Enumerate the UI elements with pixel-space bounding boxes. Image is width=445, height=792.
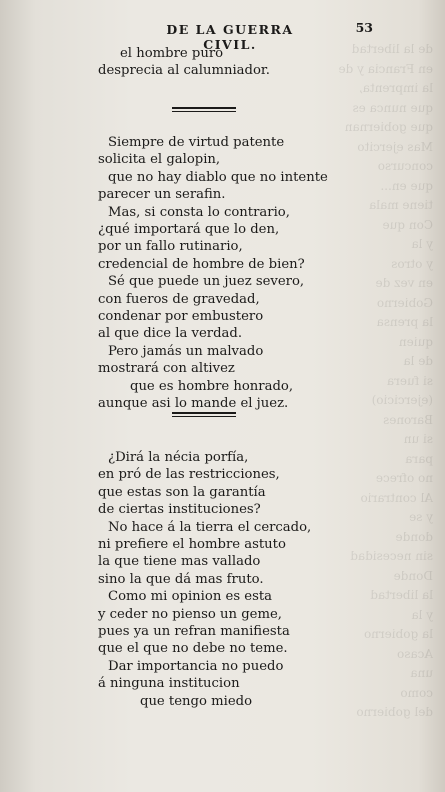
verse-line: á ninguna institucion — [98, 676, 240, 692]
stanza-1 — [98, 45, 270, 80]
verse-line: y ceder no pienso un geme, — [98, 606, 282, 622]
verse-line: aunque asi lo mande el juez. — [98, 396, 289, 412]
verse-line: que no hay diablo que no intente — [108, 169, 328, 185]
verse-line: No hace á la tierra el cercado, — [108, 519, 312, 535]
verse-line: Siempre de virtud patente — [108, 135, 285, 150]
page-number: 53 — [355, 20, 373, 35]
verse-line: Mas, si consta lo contrario, — [108, 204, 290, 220]
verse-line: desprecia al calumniador. — [98, 63, 270, 79]
verse-line: condenar por embustero — [98, 309, 264, 325]
verse-line: credencial de hombre de bien? — [98, 256, 305, 272]
show-through-text: de la libertad en Francia y de la imprenta, que nunca es que gobiernan Mas ejercito concurso que en... tiene mala Con que y la y otros en vez de Gobierno la prensa quien de la si fuera (ejercicio) Barones si un para no ofrece Al contrario y se donde sin necesidad Donde la libertad y la la gobierno Acaso una como del gobierno — [338, 42, 433, 719]
verse-line: solicita el galopin, — [98, 152, 221, 168]
verse-line: que tengo miedo — [140, 693, 253, 709]
verse-line: Sé que puede un juez severo, — [108, 274, 305, 290]
verse-line: la que tiene mas vallado — [98, 554, 261, 570]
section-divider — [172, 107, 236, 109]
verse-line: ¿Dirá la nécia porfía, — [108, 450, 249, 465]
running-head: DE LA GUERRA CIVIL. — [166, 22, 294, 52]
verse-line: Pero jamás un malvado — [108, 343, 264, 359]
verse-line: que el que no debe no teme. — [98, 641, 288, 657]
verse-line: por un fallo rutinario, — [98, 239, 243, 255]
verse-line: con fueros de gravedad, — [98, 291, 260, 307]
verse-line: el hombre puro — [120, 46, 224, 61]
verse-line: que estas son la garantía — [98, 484, 266, 500]
verse-line: de ciertas instituciones? — [98, 502, 261, 518]
verse-line: parecer un serafin. — [98, 187, 226, 203]
verse-line: Como mi opinion es esta — [108, 589, 273, 605]
verse-line: mostrará con altivez — [98, 361, 235, 377]
verse-line: pues ya un refran manifiesta — [98, 624, 290, 640]
verse-line: Dar importancia no puedo — [108, 658, 284, 674]
stanza-3 — [98, 449, 311, 710]
section-divider — [172, 412, 236, 414]
verse-line: ¿qué importará que lo den, — [98, 222, 280, 238]
verse-line: al que dice la verdad. — [98, 326, 243, 342]
verse-line: que es hombre honrado, — [130, 378, 294, 394]
verse-line: sino la que dá mas fruto. — [98, 571, 264, 587]
verse-line: ni prefiere el hombre astuto — [98, 537, 286, 553]
verse-line: en pró de las restricciones, — [98, 467, 280, 483]
stanza-2 — [98, 134, 328, 413]
